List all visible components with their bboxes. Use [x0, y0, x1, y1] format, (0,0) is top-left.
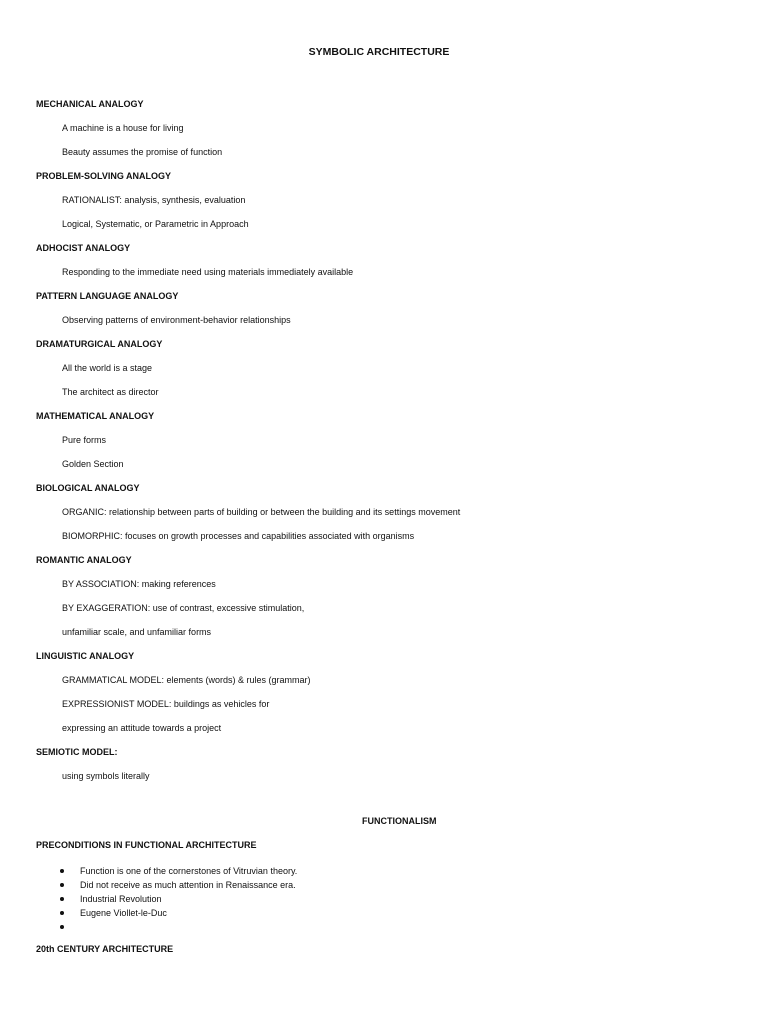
list-item-text: Did not receive as much attention in Renaissance era.	[80, 880, 296, 890]
section-item: BY EXAGGERATION: use of contrast, excessive stimulation,	[62, 603, 305, 613]
section-heading: PATTERN LANGUAGE ANALOGY	[36, 291, 179, 301]
section-heading: SEMIOTIC MODEL:	[36, 747, 118, 757]
section-item: EXPRESSIONIST MODEL: buildings as vehicles for	[62, 699, 270, 709]
section-heading: ROMANTIC ANALOGY	[36, 555, 132, 565]
section-heading: MECHANICAL ANALOGY	[36, 99, 144, 109]
section-item: BY ASSOCIATION: making references	[62, 579, 216, 589]
page-title: SYMBOLIC ARCHITECTURE	[308, 46, 450, 58]
preconditions-heading: PRECONDITIONS IN FUNCTIONAL ARCHITECTURE	[36, 840, 257, 850]
section-item: using symbols literally	[62, 771, 150, 781]
symbolic-architecture-content	[36, 98, 736, 794]
section-heading: LINGUISTIC ANALOGY	[36, 651, 135, 661]
section-item: Golden Section	[62, 459, 124, 469]
section-item: BIOMORPHIC: focuses on growth processes and capabilities associated with organisms	[62, 531, 415, 541]
section-item: Logical, Systematic, or Parametric in Approach	[62, 219, 249, 229]
section-item: Observing patterns of environment-behavior relationships	[62, 315, 291, 325]
bullet-icon	[60, 883, 64, 887]
list-item-text: Industrial Revolution	[80, 894, 162, 904]
list-item-text: Eugene Viollet-le-Duc	[80, 908, 167, 918]
list-item	[36, 864, 297, 878]
functionalism-title: FUNCTIONALISM	[362, 816, 437, 826]
bullet-icon	[60, 925, 64, 929]
section-item: The architect as director	[62, 387, 159, 397]
section-item: GRAMMATICAL MODEL: elements (words) & rules (grammar)	[62, 675, 311, 685]
section-item: Responding to the immediate need using materials immediately available	[62, 267, 354, 277]
section-item: Beauty assumes the promise of function	[62, 147, 223, 157]
section-item: RATIONALIST: analysis, synthesis, evaluation	[62, 195, 246, 205]
list-item	[36, 906, 297, 920]
section-item: Pure forms	[62, 435, 107, 445]
list-item	[36, 920, 297, 934]
section-heading: MATHEMATICAL ANALOGY	[36, 411, 155, 421]
section-heading: BIOLOGICAL ANALOGY	[36, 483, 140, 493]
section-heading: DRAMATURGICAL ANALOGY	[36, 339, 163, 349]
section-item: unfamiliar scale, and unfamiliar forms	[62, 627, 212, 637]
century-heading: 20th CENTURY ARCHITECTURE	[36, 944, 174, 954]
section-heading: ADHOCIST ANALOGY	[36, 243, 131, 253]
bullet-icon	[60, 897, 64, 901]
preconditions-list	[36, 864, 297, 934]
section-item: ORGANIC: relationship between parts of building or between the building and its settings movement	[62, 507, 461, 517]
list-item-text: Function is one of the cornerstones of Vitruvian theory.	[80, 866, 298, 876]
list-item	[36, 878, 297, 892]
section-item: All the world is a stage	[62, 363, 153, 373]
section-item: expressing an attitude towards a project	[62, 723, 222, 733]
section-item: A machine is a house for living	[62, 123, 184, 133]
section-heading: PROBLEM-SOLVING ANALOGY	[36, 171, 171, 181]
bullet-icon	[60, 911, 64, 915]
bullet-icon	[60, 869, 64, 873]
list-item	[36, 892, 297, 906]
